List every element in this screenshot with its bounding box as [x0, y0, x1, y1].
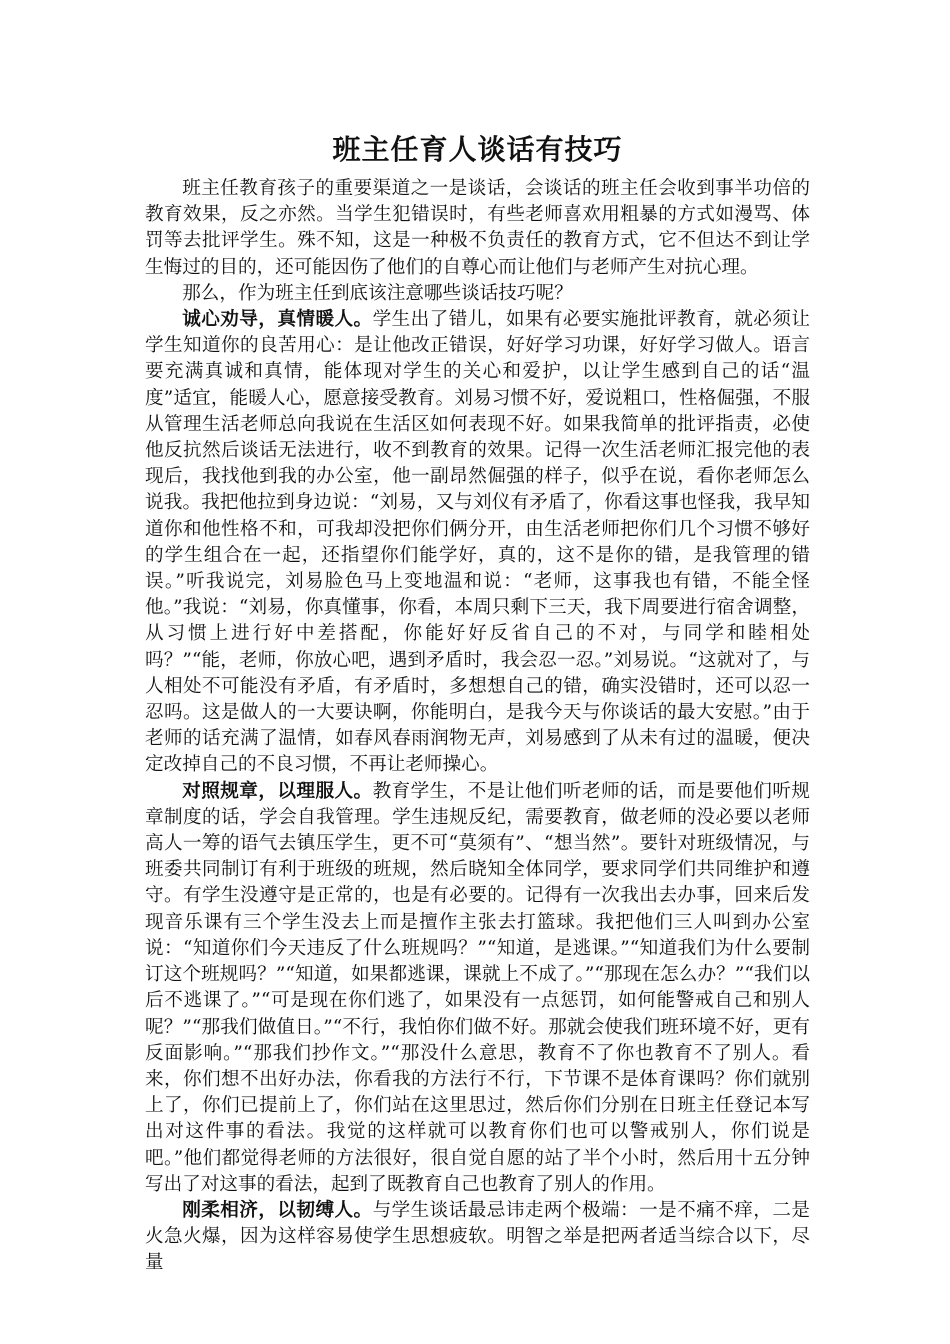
- document-title: 班主任育人谈话有技巧: [332, 133, 623, 166]
- paragraph-firm-gentle: [145, 1198, 810, 1277]
- paragraph-text: 与学生谈话最忌讳走两个极端：一是不痛不痒，二是火急火爆，因为这样容易使学生思想疲软。明智之举是把两者适当综合以下，尽量: [145, 1199, 810, 1274]
- paragraph-text: 教育学生，不是让他们听老师的话，而是要他们听规章制度的话，学会自我管理。学生违规反纪，需要教育，做老师的没必要以老师高人一筹的语气去镇压学生，更不可“莫须有”、“想当然”。要针对班级情况，与班委共同制订有利于班级的班规，然后晓知全体同学，要求同学们共同维护和遵守。有学生没遵守是正常的，也是有必要的。记得有一次我出去办事，回来后发现音乐课有三个学生没去上而是擅作主张去打篮球。我把他们三人叫到办公室说：“知道你们今天违反了什么班规吗？”“知道，是逃课。”“知道我们为什么要制订这个班规吗？”“知道，如果都逃课，课就上不成了。”“那现在怎么办？”“我们以后不逃课了。”“可是现在你们逃了，如果没有一点惩罚，如何能警戒自己和别人呢？”“那我们做值日。”“不行，我怕你们做不好。那就会使我们班环境不好，更有反面影响。”“那我们抄作文。”“那没什么意思，教育不了你也教育不了别人。看来，你们想不出好办法，你看我的方法行不行，下节课不是体育课吗？你们就别上了，你们已提前上了，你们站在这里思过，然后你们分别在日班主任登记本写出对这件事的看法。我觉的这样就可以教育你们也可以警戒别人，你们说是吧。”他们都觉得老师的方法很好，很自觉自愿的站了半个小时，然后用十五分钟写出了对这事的看法，起到了既教育自己也教育了别人的作用。: [145, 780, 810, 1195]
- document-page: [145, 128, 810, 1277]
- paragraph-sincere-persuasion: [145, 307, 810, 779]
- paragraph-lead: 刚柔相济，以韧缚人。: [182, 1199, 373, 1221]
- paragraph-text: 学生出了错儿，如果有必要实施批评教育，就必须让学生知道你的良苦用心：是让他改正错误，好好学习功课，好好学习做人。语言要充满真诚和真情，能体现对学生的关心和爱护，以让学生感到自己的话“温度”适宜，能暖人心，愿意接受教育。刘易习惯不好，爱说粗口，性格倔强，不服从管理生活老师总向我说在生活区如何表现不好。如果我简单的批评指责，必使他反抗然后谈话无法进行，收不到教育的效果。记得一次生活老师汇报完他的表现后，我找他到我的办公室，他一副昂然倔强的样子，似乎在说，看你老师怎么说我。我把他拉到身边说：“刘易，又与刘仪有矛盾了，你看这事也怪我，我早知道你和他性格不和，可我却没把你们俩分开，由生活老师把你们几个习惯不够好的学生组合在一起，还指望你们能学好，真的，这不是你的错，是我管理的错误。”听我说完，刘易脸色马上变地温和说：“老师，这事我也有错，不能全怪他。”我说：“刘易，你真懂事，你看，本周只剩下三天，我下周要进行宿舍调整，从习惯上进行好中差搭配，你能好好反省自己的不对，与同学和睦相处吗？”“能，老师，你放心吧，遇到矛盾时，我会忍一忍。”刘易说。“这就对了，与人相处不可能没有矛盾，有矛盾时，多想想自己的错，确实没错时，还可以忍一忍吗。这是做人的一大要诀啊，你能明白，是我今天与你谈话的最大安慰。”由于老师的话充满了温情，如春风春雨润物无声，刘易感到了从未有过的温暖，便决定改掉自己的不良习惯，不再让老师操心。: [145, 309, 810, 776]
- paragraph-text: 那么，作为班主任到底该注意哪些谈话技巧呢？: [182, 282, 573, 304]
- paragraph-lead: 对照规章，以理服人。: [182, 780, 373, 802]
- paragraph-rules-reason: [145, 779, 810, 1198]
- paragraph-question: [145, 281, 810, 307]
- paragraph-lead: 诚心劝导，真情暖人。: [182, 309, 373, 331]
- paragraph-text: 班主任教育孩子的重要渠道之一是谈话，会谈话的班主任会收到事半功倍的教育效果，反之亦然。当学生犯错误时，有些老师喜欢用粗暴的方式如漫骂、体罚等去批评学生。殊不知，这是一种极不负责任的教育方式，它不但达不到让学生悔过的目的，还可能因伤了他们的自尊心而让他们与老师产生对抗心理。: [145, 178, 810, 278]
- paragraph-intro: [145, 176, 810, 281]
